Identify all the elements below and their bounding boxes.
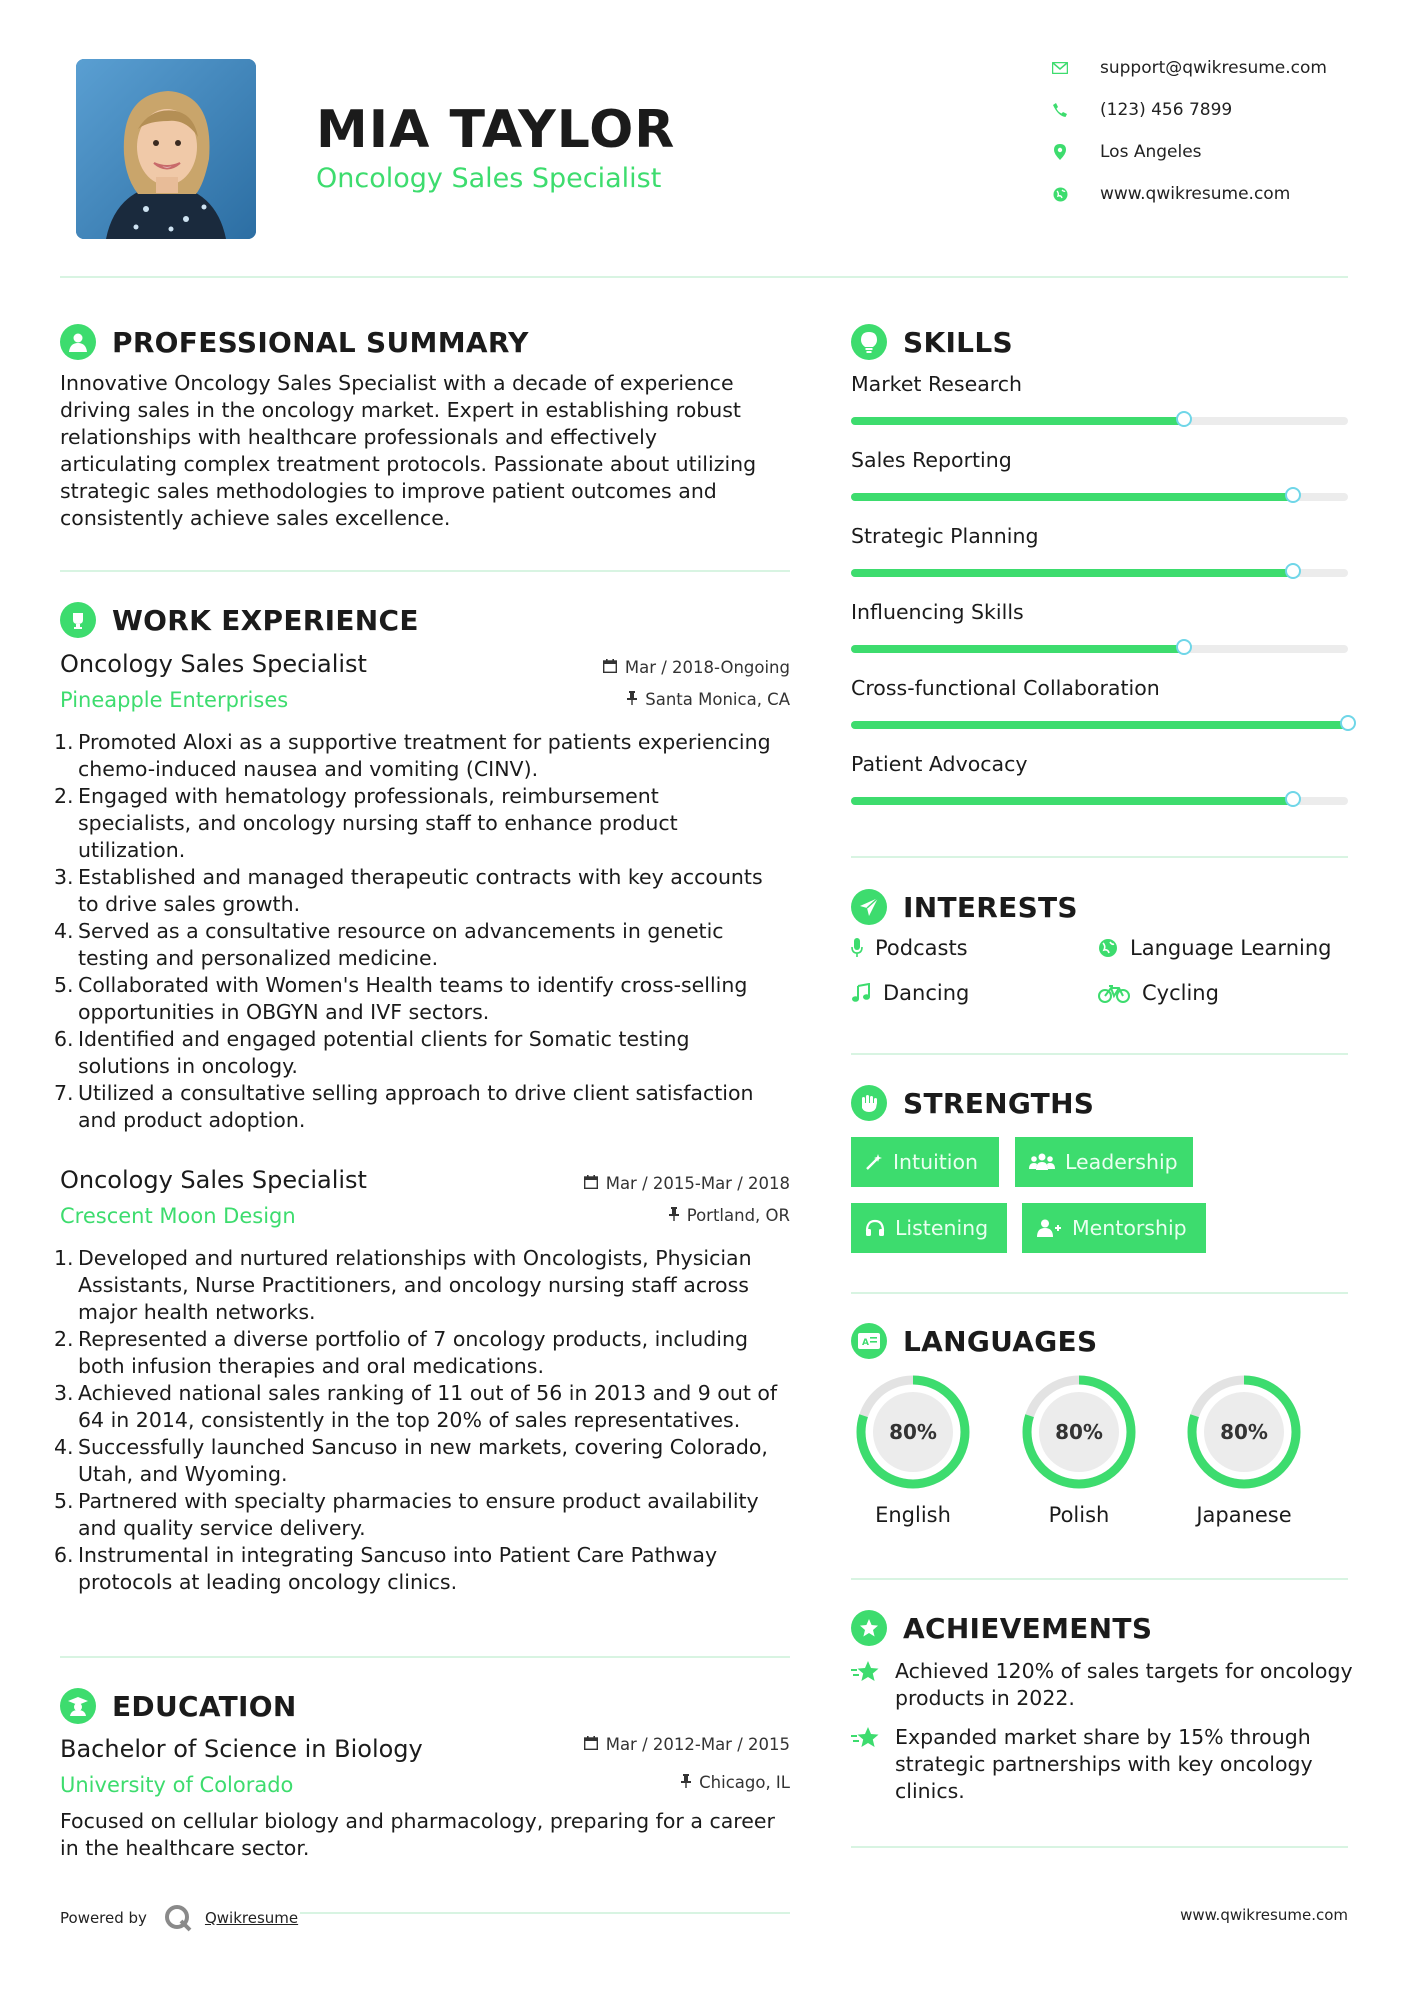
strengths-title: STRENGTHS [903,1086,1095,1120]
job-date [490,1174,790,1193]
section-divider [851,1846,1348,1848]
job-location-text: Santa Monica, CA [645,690,790,709]
job-location [490,690,790,709]
list-item: 3. Established and managed therapeutic contracts with key accounts to drive sales growth. [54,865,763,916]
brand-link[interactable]: Qwikresume [204,1909,299,1927]
globe-icon [1050,184,1070,204]
education-description [60,1808,800,1862]
list-item: 2. Engaged with hematology professionals, reimbursement specialists, and oncology nursing staff to enhance product utilization. [54,784,678,862]
calendar-icon [584,1735,598,1754]
job-date-text: Mar / 2018-Ongoing [624,658,790,677]
skill-bar-knob [1340,715,1356,731]
headphones-icon [865,1219,885,1237]
strength-tag-leadership [1015,1137,1193,1187]
footer-website[interactable]: www.qwikresume.com [1180,1906,1348,1924]
job-title: Oncology Sales Specialist [60,650,367,678]
contact-phone[interactable] [1050,100,1232,120]
bicycle-icon [1098,983,1130,1003]
company-name: Crescent Moon Design [60,1204,296,1228]
language-percent: 80% [889,1420,937,1444]
contact-email[interactable] [1050,58,1327,78]
contact-phone-text: (123) 456 7899 [1100,100,1233,120]
star-badge-icon [851,1610,887,1646]
contact-email-text: support@qwikresume.com [1100,58,1327,78]
summary-line: relationships with healthcare professionals and effectively [60,425,657,449]
interest-label: Cycling [1142,981,1219,1005]
fist-icon [851,1085,887,1121]
achievement-line: Expanded market share by 15% through [895,1725,1311,1749]
experience-heading [60,602,419,638]
star-icon [851,1660,881,1712]
candidate-role: Oncology Sales Specialist [316,163,662,194]
strength-tag-listening [851,1203,1007,1253]
skill-name: Patient Advocacy [851,752,1028,776]
list-item: 7. Utilized a consultative selling approach to drive client satisfaction and product adoption. [54,1081,754,1132]
achievement-item [851,1724,1365,1805]
language-label: Japanese [1196,1503,1292,1527]
language-label: Polish [1048,1503,1110,1527]
summary-text [60,370,800,532]
summary-line: driving sales in the oncology market. Expert in establishing robust [60,398,741,422]
skill-bar-track [851,417,1348,425]
job-date [490,658,790,677]
language-percent: 80% [1055,1420,1103,1444]
strength-label: Listening [895,1216,989,1240]
language-ring [1182,1370,1306,1494]
section-divider [60,1656,790,1658]
skill-bar-fill [851,493,1293,501]
achievements-heading [851,1610,1152,1646]
skill-bar-track [851,797,1348,805]
skill-bar-knob [1176,639,1192,655]
achievement-line: clinics. [895,1779,965,1803]
section-divider [60,570,790,572]
skill-name: Sales Reporting [851,448,1012,472]
strength-tag-mentorship [1022,1203,1206,1253]
achievement-line: strategic partnerships with key oncology [895,1752,1313,1776]
achievements-title: ACHIEVEMENTS [903,1611,1153,1645]
microphone-icon [851,938,863,958]
star-icon [851,1726,881,1805]
briefcase-icon [60,602,96,638]
strengths-heading [851,1085,1094,1121]
list-item: 3. Achieved national sales ranking of 11 out of 56 in 2013 and 9 out of 64 in 2014, consistently in the top 20% of sales representatives. [54,1381,778,1432]
skill-bar-track [851,721,1348,729]
globe-icon [1098,938,1118,958]
list-item: 5. Collaborated with Women's Health teams to identify cross-selling opportunities in OBGYN and IVF sectors. [54,973,748,1024]
pushpin-icon [669,1206,679,1225]
summary-heading [60,324,529,360]
education-date [490,1735,790,1754]
interest-cycling [1098,981,1219,1005]
summary-title: PROFESSIONAL SUMMARY [112,325,529,359]
list-item: 6. Identified and engaged potential clients for Somatic testing solutions in oncology. [54,1027,690,1078]
graduate-icon [60,1688,96,1724]
profile-photo [76,59,256,239]
language-ring [851,1370,975,1494]
group-icon [1029,1153,1055,1171]
skill-name: Strategic Planning [851,524,1039,548]
interests-heading [851,889,1078,925]
section-divider [851,1578,1348,1580]
strength-label: Mentorship [1072,1216,1187,1240]
section-divider [851,856,1348,858]
pushpin-icon [627,690,637,709]
contact-website-text: www.qwikresume.com [1100,184,1291,204]
education-location-text: Chicago, IL [699,1773,790,1792]
achievement-line: products in 2022. [895,1686,1075,1710]
degree-title: Bachelor of Science in Biology [60,1735,423,1763]
skill-bar-fill [851,569,1293,577]
job-location [490,1206,790,1225]
language-ring [1017,1370,1141,1494]
skill-bar-fill [851,645,1184,653]
list-item: 1. Developed and nurtured relationships with Oncologists, Physician Assistants, Nurse Practitioners, and oncology nursing staff across major health networks. [54,1246,752,1324]
skill-name: Cross-functional Collaboration [851,676,1160,700]
magic-wand-icon [865,1153,883,1171]
list-item: 4. Successfully launched Sancuso in new markets, covering Colorado, Utah, and Wyoming. [54,1435,768,1486]
calendar-icon [584,1174,598,1193]
education-title: EDUCATION [112,1689,297,1723]
strength-label: Leadership [1065,1150,1178,1174]
powered-by [60,1903,298,1933]
list-item: 2. Represented a diverse portfolio of 7 oncology products, including both infusion therapies and oral medications. [54,1327,749,1378]
list-item: 1. Promoted Aloxi as a supportive treatment for patients experiencing chemo-induced nausea and vomiting (CINV). [54,730,771,781]
list-item: 5. Partnered with specialty pharmacies to ensure product availability and quality service delivery. [54,1489,759,1540]
language-card-icon [851,1323,887,1359]
interests-title: INTERESTS [903,890,1078,924]
summary-line: strategic sales methodologies to improve patient outcomes and [60,479,717,503]
skills-title: SKILLS [903,325,1013,359]
skills-heading [851,324,1013,360]
summary-line: Innovative Oncology Sales Specialist with a decade of experience [60,371,734,395]
section-divider [851,1292,1348,1294]
lightbulb-icon [851,324,887,360]
interest-podcasts [851,936,968,960]
achievement-item [851,1658,1365,1712]
company-name: Pineapple Enterprises [60,688,289,712]
contact-website[interactable] [1050,184,1290,204]
skill-bar-track [851,493,1348,501]
list-item: 6. Instrumental in integrating Sancuso into Patient Care Pathway protocols at leading oncology clinics. [54,1543,718,1594]
skill-bar-knob [1176,411,1192,427]
interest-language-learning [1098,936,1331,960]
job-title: Oncology Sales Specialist [60,1166,367,1194]
strength-tag-intuition [851,1137,999,1187]
experience-title: WORK EXPERIENCE [112,603,419,637]
school-name: University of Colorado [60,1773,294,1797]
skill-bar-fill [851,721,1348,729]
candidate-name: MIA TAYLOR [316,100,676,160]
header-divider [60,276,1348,278]
job-location-text: Portland, OR [686,1206,790,1225]
user-plus-icon [1036,1219,1062,1237]
user-icon [60,324,96,360]
footer-divider [300,1912,790,1914]
list-item: 4. Served as a consultative resource on advancements in genetic testing and personalized medicine. [54,919,724,970]
job-points [54,729,800,1134]
languages-heading [851,1323,1097,1359]
language-percent: 80% [1220,1420,1268,1444]
skill-bar-fill [851,417,1184,425]
powered-by-text: Powered by [60,1909,147,1927]
phone-icon [1050,100,1070,120]
summary-line: articulating complex treatment protocols. Passionate about utilizing [60,452,757,476]
skill-name: Market Research [851,372,1023,396]
interest-label: Dancing [883,981,970,1005]
skill-bar-fill [851,797,1293,805]
education-date-text: Mar / 2012-Mar / 2015 [605,1735,790,1754]
qwikresume-logo-icon [163,1903,193,1933]
skill-name: Influencing Skills [851,600,1024,624]
strength-label: Intuition [893,1150,979,1174]
education-location [490,1773,790,1792]
skill-bar-track [851,645,1348,653]
skill-bar-knob [1285,791,1301,807]
paper-plane-icon [851,889,887,925]
interest-dancing [851,981,969,1005]
education-line: Focused on cellular biology and pharmacology, preparing for a career [60,1809,775,1833]
skill-bar-track [851,569,1348,577]
envelope-icon [1050,58,1070,78]
summary-line: consistently achieve sales excellence. [60,506,451,530]
languages-title: LANGUAGES [903,1324,1098,1358]
job-date-text: Mar / 2015-Mar / 2018 [605,1174,790,1193]
pushpin-icon [681,1773,691,1792]
achievement-line: Achieved 120% of sales targets for oncology [895,1659,1353,1683]
contact-location [1050,142,1202,162]
map-pin-icon [1050,142,1070,162]
interest-label: Podcasts [875,936,968,960]
section-divider [851,1053,1348,1055]
education-line: in the healthcare sector. [60,1836,310,1860]
language-label: English [875,1503,951,1527]
calendar-icon [603,658,617,677]
job-points [54,1245,800,1596]
education-heading [60,1688,297,1724]
skill-bar-knob [1285,487,1301,503]
music-note-icon [851,983,871,1003]
skill-bar-knob [1285,563,1301,579]
svg-text:A: A [862,1338,870,1348]
contact-location-text: Los Angeles [1100,142,1202,162]
interest-label: Language Learning [1130,936,1332,960]
